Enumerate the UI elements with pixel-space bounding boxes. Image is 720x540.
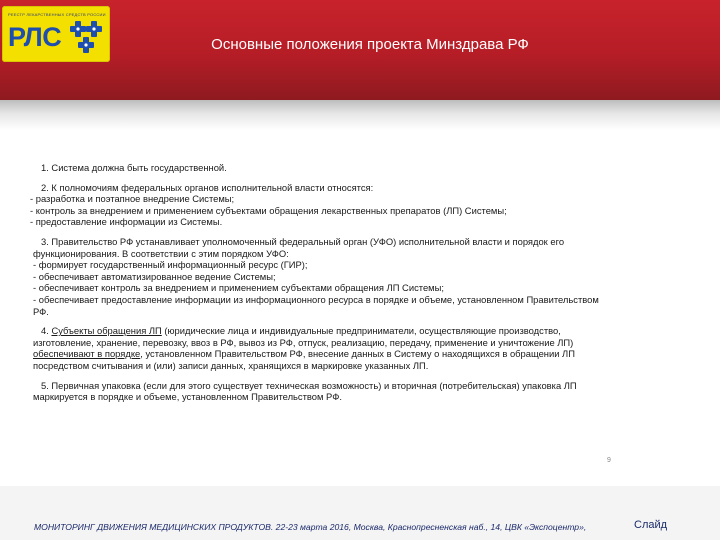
- text-line: 1. Система должна быть государственной.: [41, 162, 227, 173]
- underlined-term: Субъекты обращения ЛП: [51, 325, 162, 337]
- text-line: функционирования. В соответствии с этим порядком УФО:: [33, 247, 289, 259]
- header-shadow: [0, 100, 720, 130]
- list-item: - предоставление информации из Системы.: [30, 216, 223, 228]
- paragraph-2: [30, 181, 688, 228]
- text-fragment: (юридические лица и индивидуальные предприниматели, осуществляющие производство,: [161, 325, 561, 337]
- text-line: 5. Первичная упаковка (если для этого существует техническая возможность) и вторичная (потребительская) упаковка ЛП: [41, 379, 577, 391]
- pharmacy-cross-icon: [67, 19, 107, 57]
- paragraph-number: 4.: [41, 325, 52, 337]
- rls-logo: [2, 6, 110, 62]
- underlined-term: обеспечивают в порядке: [33, 348, 141, 360]
- text-line: изготовление, хранение, перевозку, ввоз в РФ, вывоз из РФ, отпуск, реализацию, передачу, применение и уничтожение ЛП): [33, 336, 574, 348]
- paragraph-5: [33, 380, 688, 403]
- text-line: [33, 325, 688, 337]
- text-fragment: , установленном Правительством РФ, внесение данных в Систему о находящихся в обращении ЛП: [140, 348, 575, 360]
- logo-text: РЛС: [8, 22, 62, 52]
- list-item: - обеспечивает предоставление информации из информационного ресурса в порядке и объеме, установленном Правительством: [33, 293, 599, 305]
- list-item: - разработка и поэтапное внедрение Системы;: [30, 193, 235, 205]
- list-item: - формирует государственный информационный ресурс (ГИР);: [33, 259, 308, 271]
- text-line: 3. Правительство РФ устанавливает уполномоченный федеральный орган (УФО) исполнительной власти и порядок его: [41, 235, 565, 247]
- text-line: РФ.: [33, 305, 49, 317]
- list-item: - обеспечивает контроль за внедрением и применением субъектами обращения ЛП Системы;: [33, 282, 444, 294]
- logo-subtitle: РЕЕСТР ЛЕКАРСТВЕННЫХ СРЕДСТВ РОССИИ: [8, 12, 106, 17]
- paragraph-4: [33, 325, 688, 371]
- text-line: посредством считывания и (или) записи данных, хранящихся в маркировке указанных ЛП.: [33, 359, 429, 371]
- footer-text: МОНИТОРИНГ ДВИЖЕНИЯ МЕДИЦИНСКИХ ПРОДУКТОВ. 22-23 марта 2016, Москва, Краснопресненская наб., 14, ЦВК «Экспоцентр»,: [34, 522, 587, 532]
- document-body: [30, 162, 688, 411]
- text-line: маркируется в порядке и объеме, установленном Правительством РФ.: [33, 391, 342, 403]
- text-line: 2. К полномочиям федеральных органов исполнительной власти относятся:: [41, 181, 374, 193]
- list-item: - контроль за внедрением и применением субъектами обращения лекарственных препаратов (ЛП) Системы;: [30, 204, 507, 216]
- page-title: Основные положения проекта Минздрава РФ: [211, 36, 529, 53]
- list-item: - обеспечивает автоматизированное ведение Системы;: [33, 270, 276, 282]
- page-number: 9: [607, 457, 611, 464]
- paragraph-3: [33, 236, 688, 317]
- paragraph-1: [33, 162, 688, 174]
- text-line: [33, 348, 688, 360]
- slide-label: Слайд: [634, 519, 668, 531]
